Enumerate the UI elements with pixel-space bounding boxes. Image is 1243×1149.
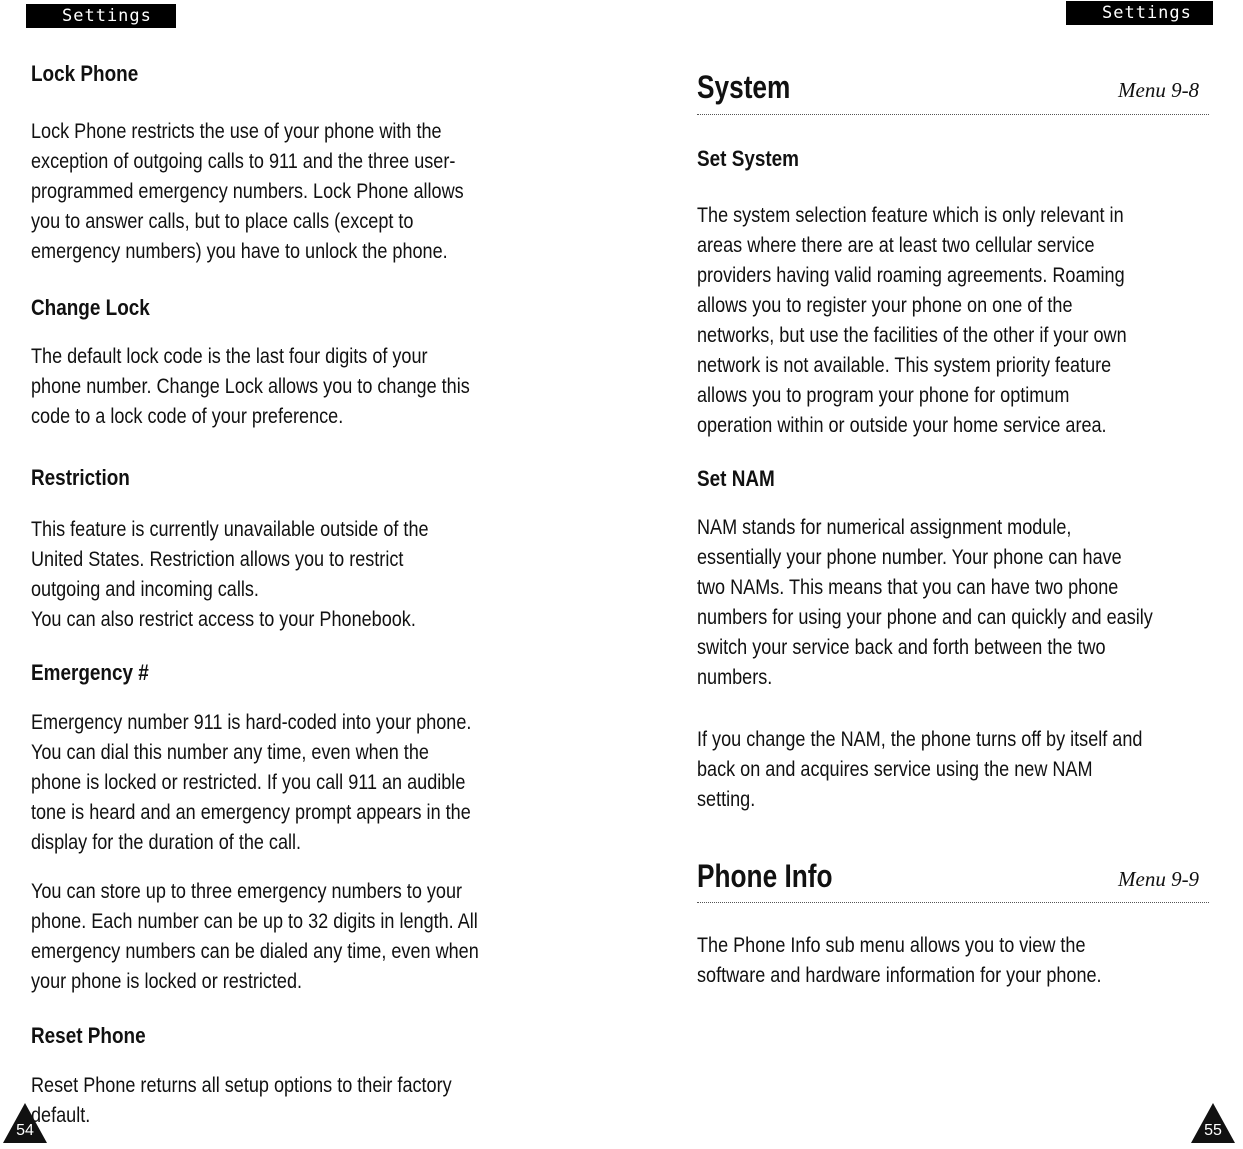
heading-set-nam: Set NAM (697, 466, 775, 491)
text-line: emergency numbers) you have to unlock the phone. (31, 240, 448, 263)
page-number-marker (3, 1103, 47, 1143)
text-line: Lock Phone restricts the use of your phone with the (31, 120, 442, 143)
page-number: 54 (16, 1122, 34, 1139)
section-title-system: System (697, 69, 791, 105)
heading-lock-phone: Lock Phone (31, 61, 139, 86)
text-line: Reset Phone returns all setup options to their factory (31, 1074, 452, 1097)
menu-reference-phone-info: Menu 9-9 (1118, 867, 1200, 891)
left-page (0, 0, 621, 1149)
text-line: You can dial this number any time, even when the (31, 741, 429, 764)
section-divider (697, 902, 1209, 903)
text-line: United States. Restriction allows you to restrict (31, 548, 404, 571)
paragraph-set-nam-1 (697, 513, 1227, 693)
text-line: areas where there are at least two cellular service (697, 234, 1095, 257)
text-line: allows you to register your phone on one of the (697, 294, 1073, 317)
text-line: phone. Each number can be up to 32 digits in length. All (31, 910, 478, 933)
text-line: The Phone Info sub menu allows you to view the (697, 934, 1086, 957)
text-line: You can store up to three emergency numbers to your (31, 880, 463, 903)
text-line: switch your service back and forth between the two (697, 636, 1106, 659)
text-line: emergency numbers can be dialed any time, even when (31, 940, 479, 963)
text-line: outgoing and incoming calls. (31, 578, 259, 601)
text-line: If you change the NAM, the phone turns off by itself and (697, 728, 1143, 751)
heading-reset-phone: Reset Phone (31, 1023, 146, 1048)
text-line: numbers for using your phone and can quickly and easily (697, 606, 1153, 629)
page-number: 55 (1204, 1122, 1222, 1139)
text-line: network is not available. This system priority feature (697, 354, 1112, 377)
text-line: phone number. Change Lock allows you to change this (31, 375, 470, 398)
header-tab: Settings (1066, 1, 1213, 25)
menu-reference-system: Menu 9-8 (1118, 78, 1200, 102)
text-line: you to answer calls, but to place calls (except to (31, 210, 414, 233)
text-line: providers having valid roaming agreements. Roaming (697, 264, 1125, 287)
paragraph-emergency-1 (31, 708, 543, 858)
header-tab: Settings (26, 4, 176, 28)
text-line: operation within or outside your home service area. (697, 414, 1107, 437)
paragraph-lock-phone (31, 117, 534, 267)
text-line: numbers. (697, 666, 773, 689)
right-page (621, 0, 1243, 1149)
section-title-phone-info: Phone Info (697, 858, 833, 894)
paragraph-reset-phone (31, 1071, 520, 1131)
text-line: The system selection feature which is only relevant in (697, 204, 1124, 227)
text-line: phone is locked or restricted. If you call 911 an audible (31, 771, 466, 794)
heading-emergency: Emergency # (31, 660, 149, 685)
text-line: setting. (697, 788, 756, 811)
paragraph-set-nam-2 (697, 725, 1215, 815)
text-line: programmed emergency numbers. Lock Phone allows (31, 180, 464, 203)
text-line: software and hardware information for your phone. (697, 964, 1102, 987)
paragraph-set-system (697, 201, 1197, 441)
text-line: display for the duration of the call. (31, 831, 302, 854)
text-line: tone is heard and an emergency prompt appears in the (31, 801, 471, 824)
text-line: code to a lock code of your preference. (31, 405, 344, 428)
section-divider (697, 114, 1209, 115)
text-line: You can also restrict access to your Phonebook. (31, 608, 416, 631)
text-line: back on and acquires service using the new NAM (697, 758, 1093, 781)
text-line: your phone is locked or restricted. (31, 970, 303, 993)
text-line: two NAMs. This means that you can have two phone (697, 576, 1119, 599)
text-line: The default lock code is the last four digits of your (31, 345, 428, 368)
paragraph-emergency-2 (31, 877, 552, 997)
heading-restriction: Restriction (31, 465, 130, 490)
text-line: Emergency number 911 is hard-coded into your phone. (31, 711, 472, 734)
heading-set-system: Set System (697, 146, 800, 171)
text-line: default. (31, 1104, 91, 1127)
heading-change-lock: Change Lock (31, 295, 150, 320)
paragraph-restriction (31, 515, 493, 635)
paragraph-phone-info (697, 931, 1167, 991)
text-line: This feature is currently unavailable outside of the (31, 518, 429, 541)
text-line: exception of outgoing calls to 911 and the three user- (31, 150, 456, 173)
text-line: networks, but use the facilities of the other if your own (697, 324, 1127, 347)
text-line: NAM stands for numerical assignment module, (697, 516, 1072, 539)
text-line: allows you to program your phone for optimum (697, 384, 1070, 407)
paragraph-change-lock (31, 342, 541, 432)
page-number-marker (1191, 1103, 1235, 1143)
text-line: essentially your phone number. Your phone can have (697, 546, 1122, 569)
